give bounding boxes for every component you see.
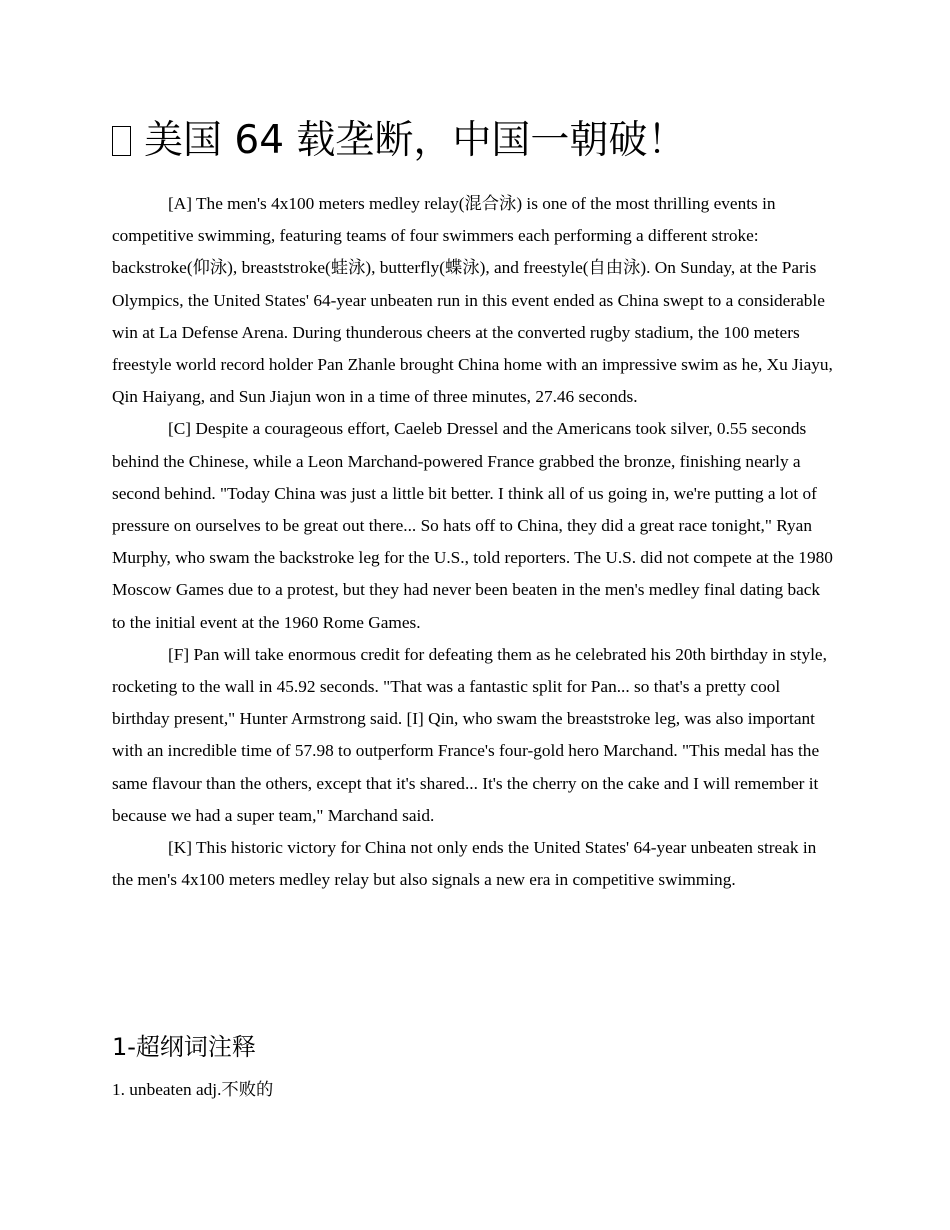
article-title-text: 美国 64 载垄断，中国一朝破！ [144,118,687,163]
paragraph-a: [A] The men's 4x100 meters medley relay(混合泳) is one of the most thrilling events in competitive swimming, featuring teams of four swimmers each performing a different stroke: backstroke(仰泳), breaststroke(蛙泳), butterfly(蝶泳), and freestyle(自由泳). On Sunday, at the Paris Olympics, the United States' 64-year unbeaten run in this event ended as China swept to a considerable win at La Defense Arena. During thunderous cheers at the converted rugby stadium, the 100 meters freestyle world record holder Pan Zhanle brought China home with an impressive swim as he, Xu Jiayu, Qin Haiyang, and Sun Jiajun won in a time of three minutes, 27.46 seconds. [112,194,833,407]
paragraph-f: [F] Pan will take enormous credit for defeating them as he celebrated his 20th birthday in style, rocketing to the wall in 45.92 seconds. "That was a fantastic split for Pan... so that's a pretty cool birthday present," Hunter Armstrong said. [I] Qin, who swam the breaststroke leg, was also important with an incredible time of 57.98 to outperform France's four-gold hero Marchand. "This medal has the same flavour than the others, except that it's shared... It's the cherry on the cake and I will remember it because we had a super team," Marchand said. [112,644,827,825]
paragraph-k: [K] This historic victory for China not only ends the United States' 64-year unbeaten streak in the men's 4x100 meters medley relay but also signals a new era in competitive swimming. [112,838,817,890]
paragraph-c: [C] Despite a courageous effort, Caeleb Dressel and the Americans took silver, 0.55 seconds behind the Chinese, while a Leon Marchand-powered France grabbed the bronze, finishing nearly a second behind. "Today China was just a little bit better. I think all of us going in, we're putting a lot of pressure on ourselves to be great out there... So hats off to China, they did a great race tonight," Ryan Murphy, who swam the backstroke leg for the U.S., told reporters. The U.S. did not compete at the 1980 Moscow Games due to a protest, but they had never been beaten in the men's medley final dating back to the initial event at the 1960 Rome Games. [112,419,833,632]
glossary-heading: 1-超纲词注释 [112,1033,256,1061]
glossary-list [112,1074,273,1106]
glossary-item: 1. unbeaten adj.不败的 [112,1080,274,1099]
article-body [112,188,836,896]
square-box-icon [112,126,131,156]
article-title [112,114,852,168]
